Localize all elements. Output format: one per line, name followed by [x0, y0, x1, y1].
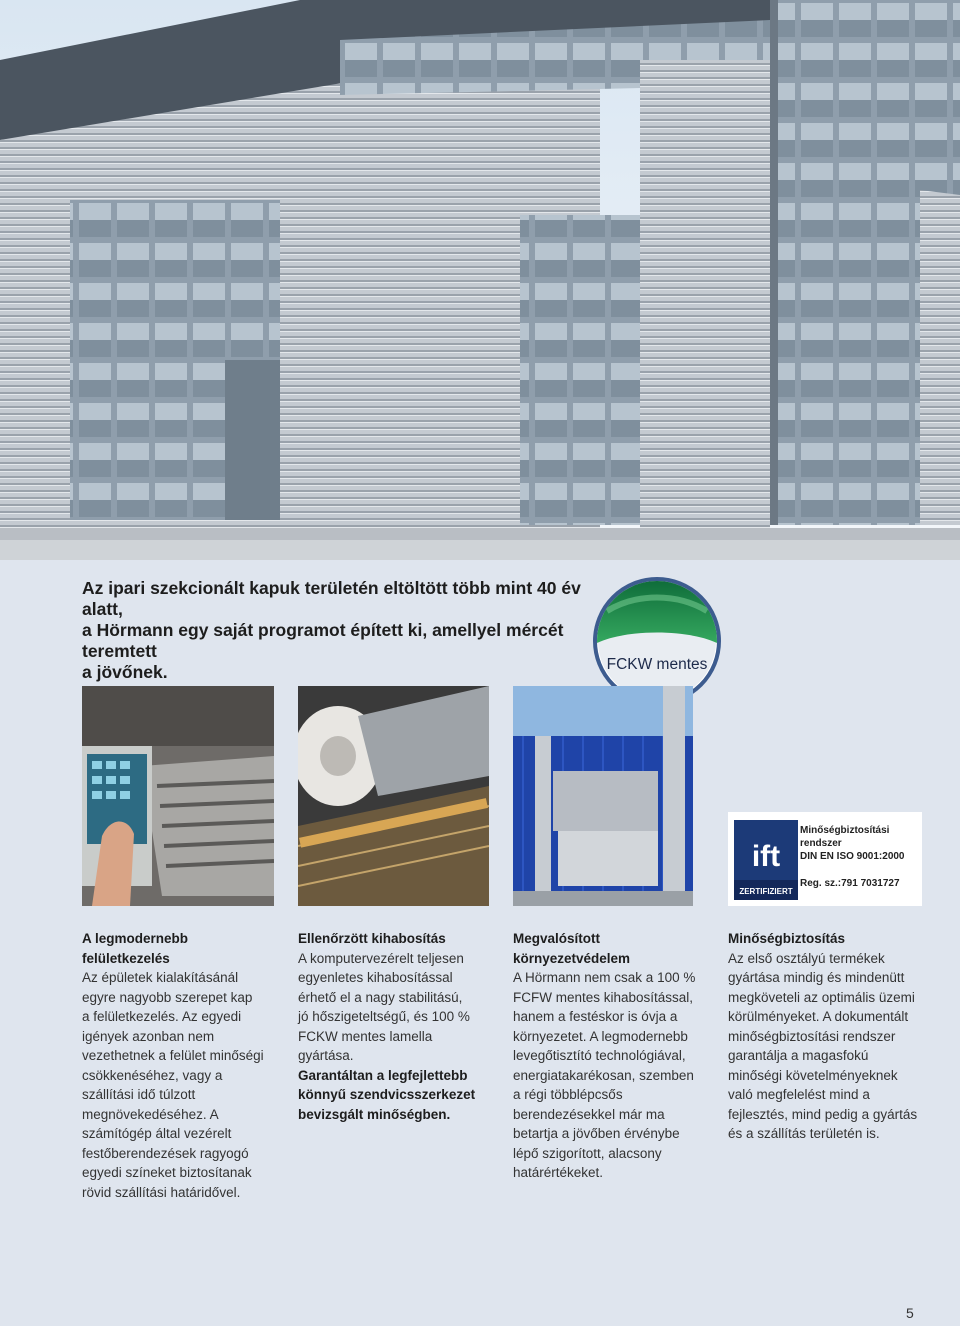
column-line: és a szállítás területén is. — [728, 1126, 880, 1141]
column-line: garantálja a magasfokú — [728, 1048, 869, 1063]
column-line: FCKW mentes lamella — [298, 1028, 433, 1044]
column-line: levegőtisztító technológiával, — [513, 1048, 686, 1063]
column-line: Az első osztályú termékek — [728, 950, 885, 966]
column-line: érhető el a nagy stabilitású, — [298, 989, 463, 1005]
column-emphasis: bevizsgált minőségben. — [298, 1106, 451, 1122]
foaming-process-photo — [298, 686, 489, 906]
zertifiziert-label: ZERTIFIZIERT — [739, 887, 793, 896]
intro-line: Az ipari szekcionált kapuk területén eltöltött több mint 40 év alatt, — [82, 578, 581, 619]
column-line: szállítási idő túlzott — [82, 1087, 196, 1102]
cert-registration: Reg. sz.:791 7031727 — [800, 878, 900, 889]
column-quality-assurance — [728, 929, 928, 1144]
iso-certificate — [728, 812, 922, 906]
intro-line: a Hörmann egy saját programot épített ki, amellyel mércét teremtett — [82, 620, 564, 661]
column-line: gyártása mindig és mindenütt — [728, 970, 905, 985]
green-dome-icon — [597, 581, 717, 701]
column-heading: Megvalósított — [513, 931, 601, 946]
column-line: vezethetnek a felület minőségi — [82, 1048, 264, 1063]
cert-line: rendszer — [800, 838, 842, 849]
column-line: fejlesztés, mind pedig a gyártás — [728, 1106, 918, 1122]
column-line: minőségbiztosítási rendszer — [728, 1028, 896, 1044]
cert-description — [800, 824, 905, 863]
cert-line: Minőségbiztosítási — [800, 825, 890, 836]
column-line: hanem a festéskor is óvja a — [513, 1009, 678, 1024]
page-number: 5 — [906, 1305, 914, 1321]
column-line: igények azonban nem — [82, 1028, 215, 1044]
intro-line: a jövőnek. — [82, 662, 168, 682]
column-line: lépő szigorított, alacsony — [513, 1145, 662, 1161]
column-line: körülményeket. A dokumentált — [728, 1009, 909, 1024]
column-heading: Ellenőrzött kihabosítás — [298, 931, 446, 946]
column-emphasis: könnyű szendvicsszerkezet — [298, 1087, 476, 1102]
column-line: berendezésekkel már ma — [513, 1106, 665, 1122]
column-heading: felületkezelés — [82, 950, 170, 966]
column-heading: A legmodernebb — [82, 931, 189, 946]
column-line: megköveteli az optimális üzemi — [728, 989, 915, 1005]
column-line: minőségi követelményeknek — [728, 1067, 898, 1083]
column-environmental-protection — [513, 929, 713, 1183]
column-line: Az épületek kialakításánál — [82, 970, 239, 985]
column-line: energiatakarékosan, szemben — [513, 1067, 694, 1083]
column-controlled-foaming — [298, 929, 498, 1124]
column-line: csökkenéséhez, vagy a — [82, 1067, 223, 1083]
badge-label: FCKW mentes — [606, 656, 708, 673]
column-line: festőberendezések ragyogó — [82, 1145, 249, 1161]
painting-line-photo — [82, 686, 274, 906]
column-line: a felületkezelés. Az egyedi — [82, 1009, 242, 1024]
column-line: jó hőszigeteltségű, és 100 % — [298, 1009, 470, 1024]
air-purification-plant-photo — [513, 686, 693, 906]
column-heading: környezetvédelem — [513, 950, 631, 966]
column-line: A Hörmann nem csak a 100 % — [513, 970, 696, 985]
column-line: FCFW mentes kihabosítással, — [513, 989, 694, 1005]
column-line: betartja a jövőben érvénybe — [513, 1126, 680, 1141]
intro-text — [82, 578, 602, 683]
cert-line: DIN EN ISO 9001:2000 — [800, 851, 905, 862]
column-surface-treatment — [82, 929, 282, 1202]
hero-building-photo — [0, 0, 960, 560]
column-line: megnövekedéséhez. A — [82, 1106, 219, 1122]
column-line: környezetet. A legmodernebb — [513, 1028, 688, 1044]
ift-logo-icon — [734, 820, 798, 900]
column-line: egyenletes kihabosítással — [298, 970, 453, 985]
column-line: rövid szállítási határidővel. — [82, 1184, 241, 1200]
column-heading: Minőségbiztosítás — [728, 931, 846, 946]
column-line: a régi többlépcsős — [513, 1087, 623, 1102]
column-line: egyedi színeket biztosítanak — [82, 1165, 252, 1180]
ift-logo-text: ift — [751, 840, 781, 873]
column-line: A komputervezérelt teljesen — [298, 950, 464, 966]
column-line: határértékeket. — [513, 1165, 604, 1180]
column-emphasis: Garantáltan a legfejlettebb — [298, 1067, 468, 1083]
column-line: számítógép által vezérelt — [82, 1126, 232, 1141]
column-line: gyártása. — [298, 1048, 354, 1063]
column-line: egyre nagyobb szerepet kap — [82, 989, 253, 1005]
column-line: való megfelelést mind a — [728, 1087, 870, 1102]
